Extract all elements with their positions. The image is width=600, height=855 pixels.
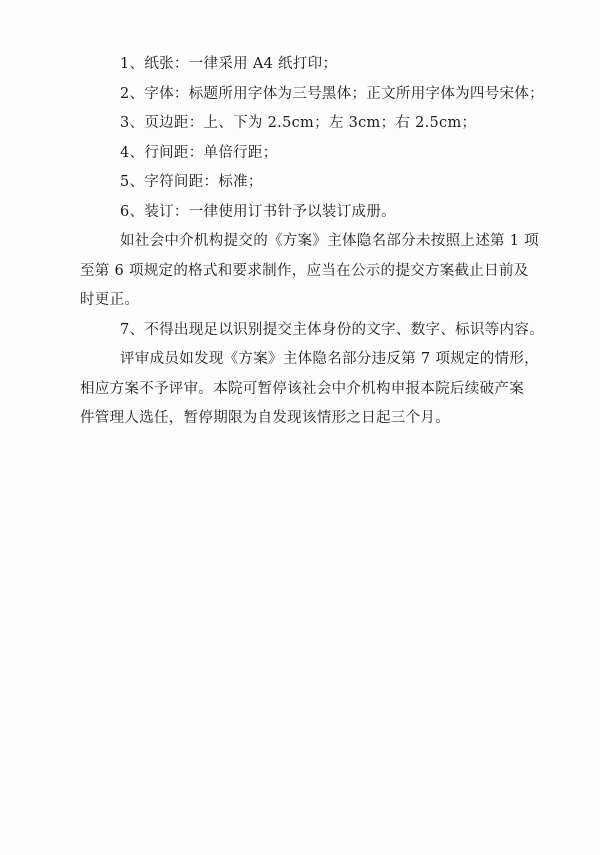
format-item-char-spacing: 5、字符间距：标准； bbox=[120, 174, 263, 190]
correction-paragraph bbox=[80, 227, 560, 316]
paragraph-line: 评审成员如发现《方案》主体隐名部分违反第 7 项规定的情形， bbox=[120, 351, 539, 367]
paragraph-line: 如社会中介机构提交的《方案》主体隐名部分未按照上述第 1 项 bbox=[120, 233, 539, 249]
format-item-margins: 3、页边距：上、下为 2.5cm；左 3cm；右 2.5cm； bbox=[120, 115, 477, 131]
format-item-identity: 7、不得出现足以识别提交主体身份的文字、数字、标识等内容。 bbox=[120, 321, 544, 338]
violation-paragraph bbox=[80, 345, 560, 434]
format-item-font: 2、字体：标题所用字体为三号黑体；正文所用字体为四号宋体； bbox=[120, 85, 544, 102]
paragraph-line: 时更正。 bbox=[80, 292, 140, 308]
document-body bbox=[80, 50, 560, 434]
paragraph-line: 相应方案不予评审。本院可暂停该社会中介机构申报本院后续破产案 bbox=[80, 380, 524, 397]
paragraph-line: 件管理人选任，暂停期限为自发现该情形之日起三个月。 bbox=[80, 410, 450, 426]
paragraph-line: 至第 6 项规定的格式和要求制作，应当在公示的提交方案截止日前及 bbox=[80, 262, 529, 279]
format-item-paper: 1、纸张：一律采用 A4 纸打印； bbox=[120, 56, 338, 72]
format-item-binding: 6、装订：一律使用订书针予以装订成册。 bbox=[120, 203, 396, 220]
format-item-line-spacing: 4、行间距：单倍行距； bbox=[120, 144, 278, 161]
